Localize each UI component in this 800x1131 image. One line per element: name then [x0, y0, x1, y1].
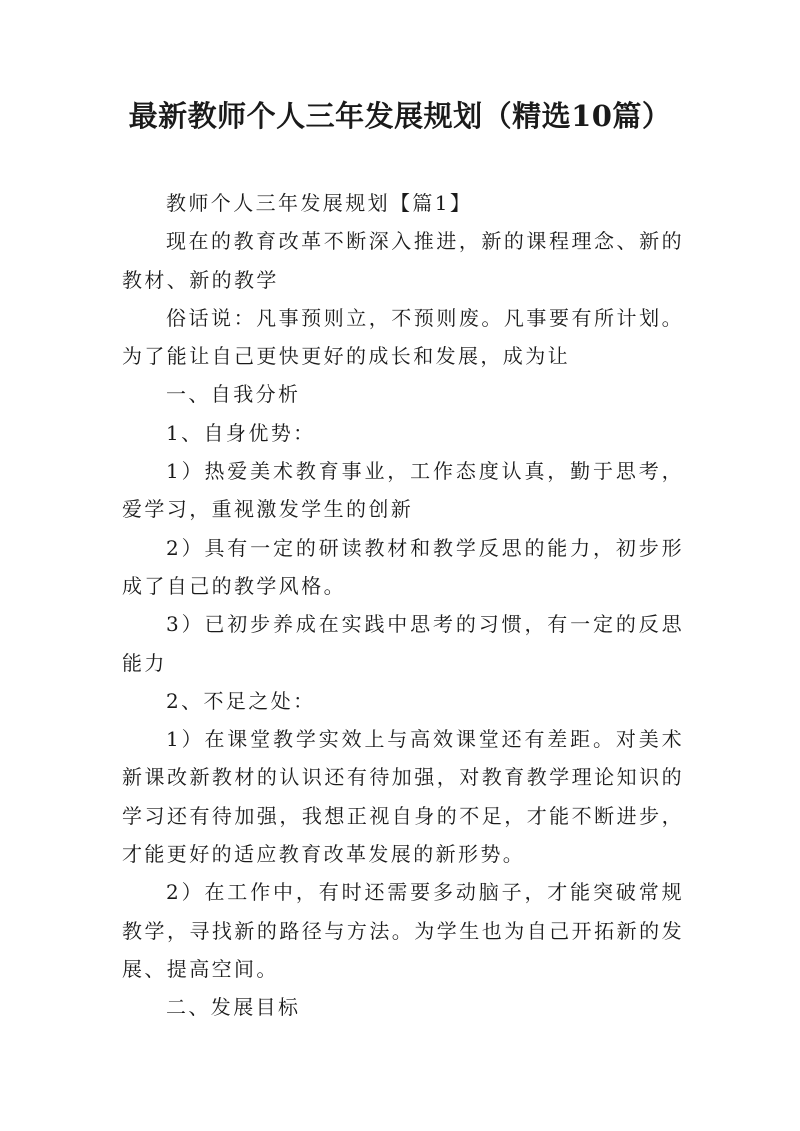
- section-heading-goals: 二、发展目标: [166, 995, 301, 1020]
- subheading-weaknesses: 2、不足之处：: [166, 688, 316, 713]
- weakness-item-1: 1）在课堂教学实效上与高效课堂还有差距。对美术新课改新教材的认识还有待加强，对教育教学理论知识的学习还有待加强，我想正视自身的不足，才能不断进步，才能更好的适应教育改革发展的新形势。: [122, 727, 684, 867]
- section-heading-self-analysis: 一、自我分析: [166, 382, 301, 407]
- subheading-strengths: 1、自身优势：: [166, 420, 316, 445]
- strength-item-2: 2）具有一定的研读教材和教学反思的能力，初步形成了自己的教学风格。: [122, 535, 684, 598]
- weakness-item-2: 2）在工作中，有时还需要多动脑子，才能突破常规教学，寻找新的路径与方法。为学生也为自己开拓新的发展、提高空间。: [122, 880, 684, 981]
- document-title: 最新教师个人三年发展规划（精选10篇）: [128, 99, 672, 133]
- document-body: [122, 184, 684, 1027]
- paragraph-proverb: 俗话说：凡事预则立，不预则废。凡事要有所计划。为了能让自己更快更好的成长和发展，成为让: [122, 305, 684, 369]
- section-heading-article-1: 教师个人三年发展规划【篇1】: [166, 191, 473, 215]
- paragraph-intro: 现在的教育改革不断深入推进，新的课程理念、新的教材、新的教学: [122, 229, 684, 292]
- strength-item-1: 1）热爱美术教育事业，工作态度认真，勤于思考，爱学习，重视激发学生的创新: [122, 459, 684, 522]
- strength-item-3: 3）已初步养成在实践中思考的习惯，有一定的反思能力: [122, 612, 684, 675]
